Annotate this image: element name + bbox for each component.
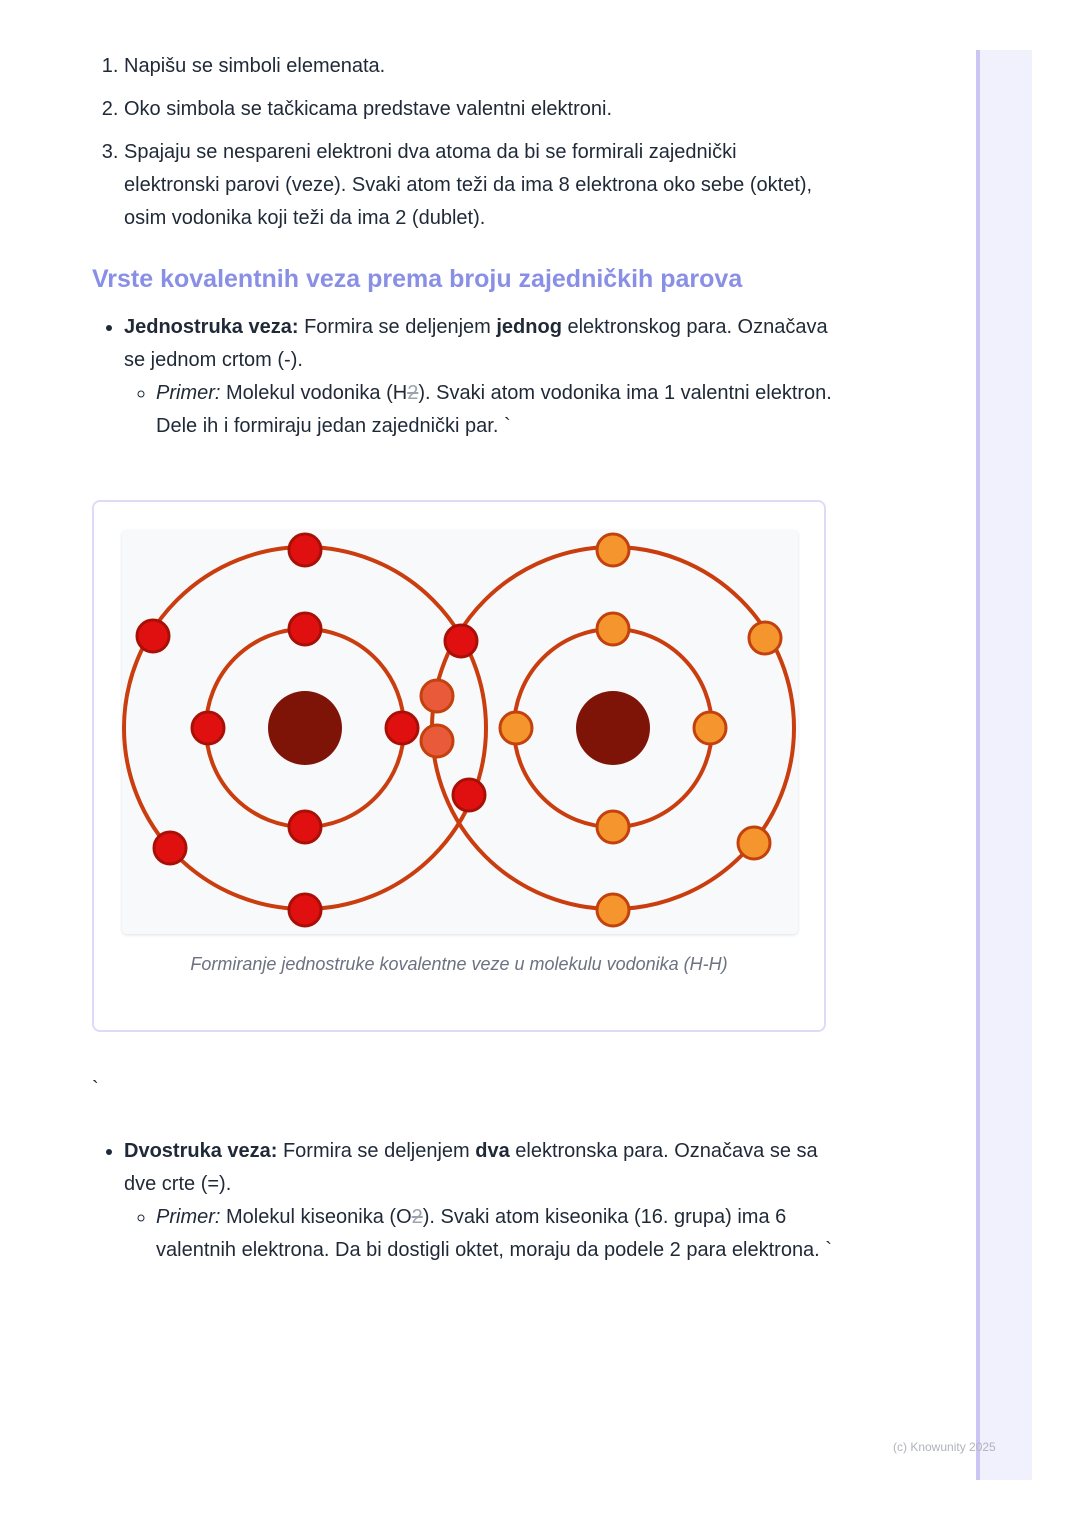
section-title: Vrste kovalentnih veza prema broju zajedničkih parova [92,265,743,293]
steps-list [92,50,832,235]
single-bond-text-2: elektronskog para. Označava se jednom crtom (-). [124,316,828,371]
right-electron [694,712,726,744]
copyright-footer: (c) Knowunity 2025 [893,1440,996,1454]
right-sidebar [976,50,1032,1480]
left-electron [137,620,169,652]
double-bond-example [156,1201,832,1267]
single-bond-term: Jednostruka veza: [124,316,299,338]
example-subscript: 2 [407,382,419,404]
right-electron [500,712,532,744]
example-text-1: Molekul kiseonika (O [220,1206,412,1228]
double-bond-bold: dva [475,1140,510,1162]
example-subscript: 2 [411,1206,423,1228]
figure-image [122,530,798,934]
single-bond-list [92,311,832,443]
left-nucleus [268,691,342,765]
double-bond-list [92,1135,832,1267]
stray-backtick: ` [92,1078,99,1100]
left-electron [192,712,224,744]
right-electron [597,613,629,645]
example-label: Primer: [156,382,221,404]
step-item: 1. Napišu se simboli elemenata. [124,50,832,83]
double-bond-example-list [124,1201,832,1267]
step-item: 2. Oko simbola se tačkicama predstave valentni elektroni. [124,93,832,126]
step-item: 3. Spajaju se nespareni elektroni dva atoma da bi se formirali zajednički elektronski parovi (veze). Svaki atom teži da ima 8 elektrona oko sebe (oktet), osim vodonika koji teži da ima 2 (dublet). [124,136,832,235]
single-bond-bold: jednog [496,316,562,338]
second-content [92,1135,832,1267]
left-electron [289,613,321,645]
right-electron [749,622,781,654]
right-electron [597,811,629,843]
main-content [92,50,832,443]
example-text-2: ). Svaki atom vodonika ima 1 valentni elektron. Dele ih i formiraju jedan zajednički par. ` [156,382,832,437]
single-bond-example-list [124,377,832,443]
single-bond-item [124,311,832,443]
single-bond-example [156,377,832,443]
right-electron [738,827,770,859]
double-bond-text-1: Formira se deljenjem [277,1140,476,1162]
left-electron [445,625,477,657]
shared-electron [421,680,453,712]
figure-card [92,500,826,1032]
figure-caption: Formiranje jednostruke kovalentne veze u molekulu vodonika (H-H) [190,954,728,974]
left-electron [154,832,186,864]
left-electron [289,894,321,926]
single-bond-text-1: Formira se deljenjem [298,316,497,338]
right-electron [597,894,629,926]
right-electron [597,534,629,566]
example-text-2: ). Svaki atom kiseonika (16. grupa) ima 6 valentnih elektrona. Da bi dostigli oktet, moraju da podele 2 para elektrona. ` [156,1206,832,1261]
example-text-1: Molekul vodonika (H [220,382,408,404]
right-nucleus [576,691,650,765]
left-electron [289,811,321,843]
left-electron [289,534,321,566]
double-bond-term: Dvostruka veza: [124,1140,278,1162]
left-electron [453,779,485,811]
hydrogen-bond-diagram [122,530,798,934]
shared-electron [421,725,453,757]
example-label: Primer: [156,1206,221,1228]
double-bond-item [124,1135,832,1267]
left-electron [386,712,418,744]
double-bond-text-2: elektronska para. Označava se sa dve crte (=). [124,1140,818,1195]
